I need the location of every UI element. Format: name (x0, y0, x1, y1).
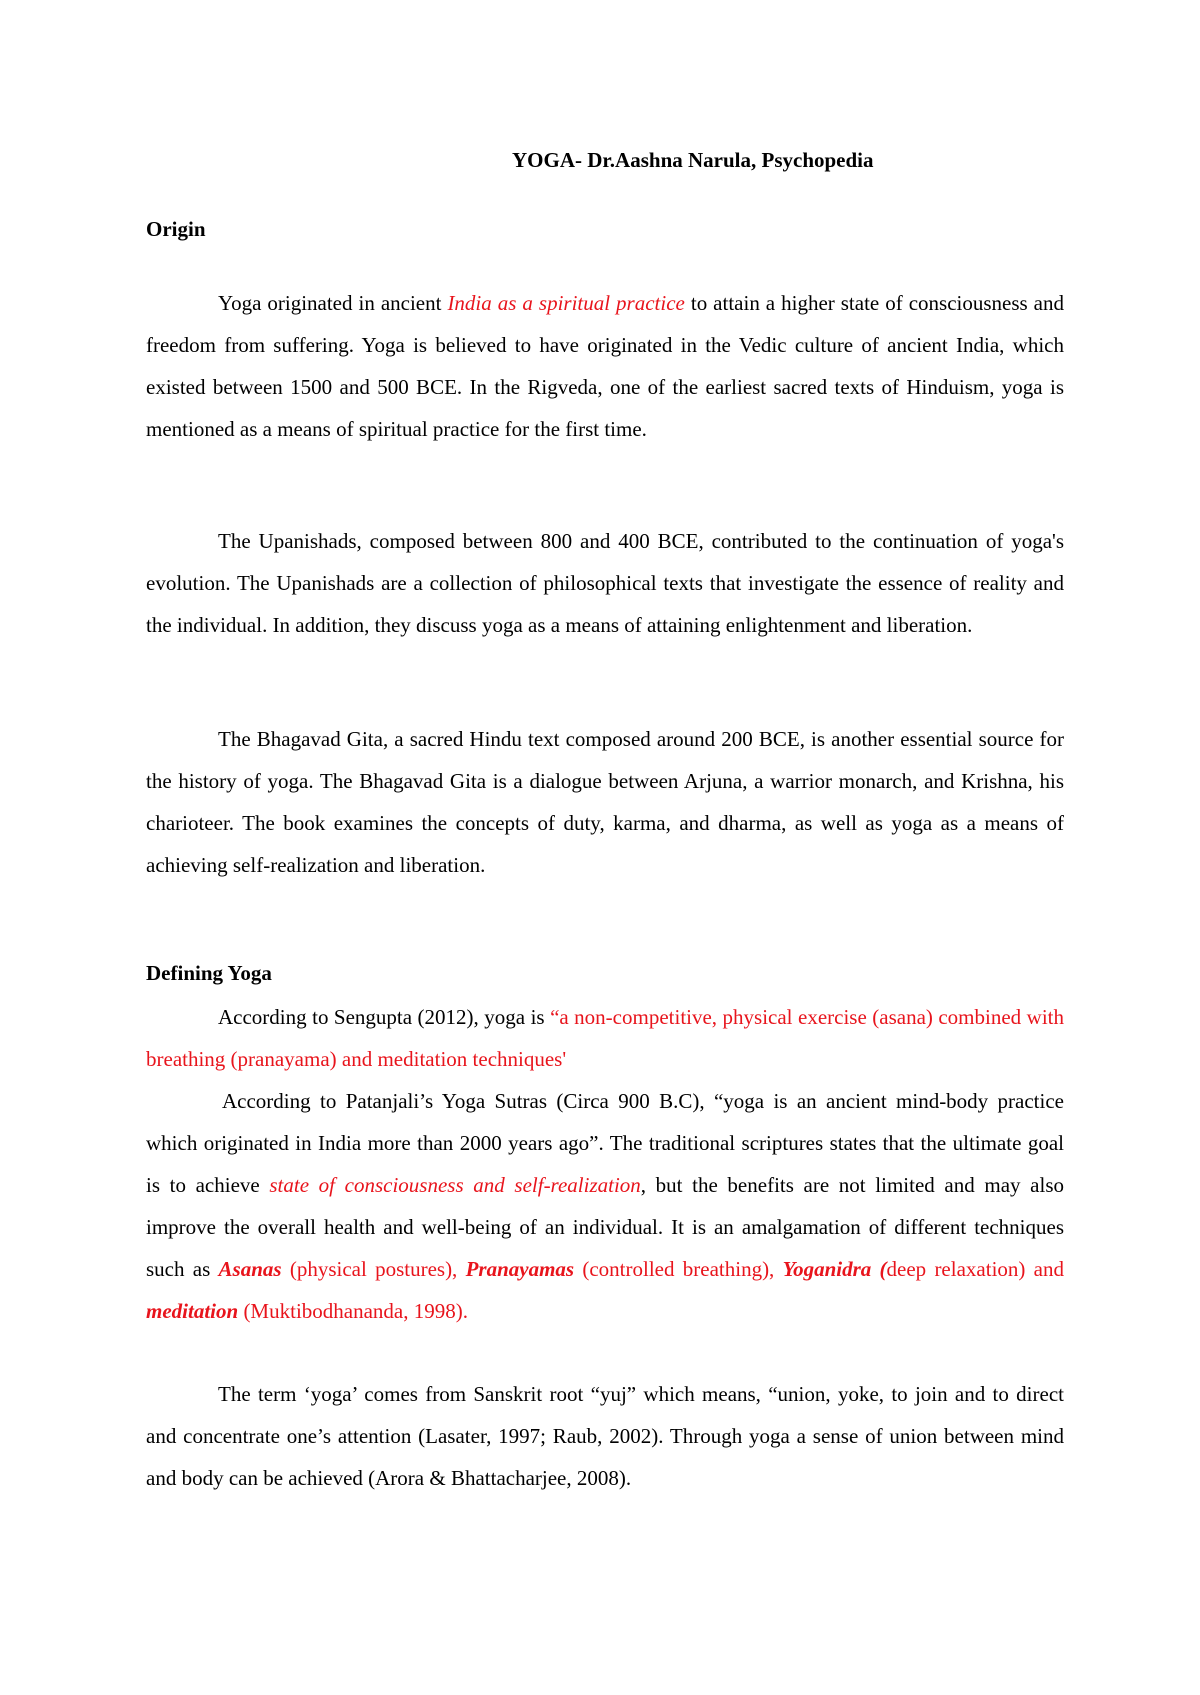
origin-paragraph-2 (146, 520, 1064, 646)
origin-paragraph-3 (146, 718, 1064, 886)
origin-paragraph-1 (146, 282, 1064, 450)
heading-defining-yoga: Defining Yoga (146, 961, 272, 985)
heading-origin: Origin (146, 217, 206, 241)
term-asanas: Asanas (218, 1257, 282, 1281)
highlight-text: India as a spiritual practice (447, 291, 685, 315)
text-run: The term ‘yoga’ comes from Sanskrit root “yuj” which means, “union, yoke, to join and to direct and concentrate one’s attention (Lasater, 1997; Raub, 2002). Through yoga a sense of union between mind and body can be achieved (Arora & Bhattacharjee, 2008). (146, 1382, 1064, 1490)
highlight-text: “a non-competitive, physical exercise (asana) combined with breathing (pranayama) and meditation techniques' (146, 1005, 1064, 1071)
text-run: According to Sengupta (2012), yoga is (218, 1005, 551, 1029)
text-run: to attain a higher state of consciousness and freedom from suffering. Yoga is believed to have originated in the Vedic culture of ancient India, which existed between 1500 and 500 BCE. In the Rigveda, one of the earliest sacred texts of Hinduism, yoga is mentioned as a means of spiritual practice for the first time. (146, 291, 1064, 441)
defining-paragraph-3 (146, 1373, 1064, 1499)
text-run: , but the benefits are not limited and may also improve the overall health and well-being of an individual. It is an amalgamation of different techniques such as (146, 1173, 1064, 1281)
text-run: (Muktibodhananda, 1998). (238, 1299, 468, 1323)
text-run: deep relaxation) and (886, 1257, 1064, 1281)
text-run: (controlled breathing), (574, 1257, 783, 1281)
text-run: The Bhagavad Gita, a sacred Hindu text composed around 200 BCE, is another essential source for the history of yoga. The Bhagavad Gita is a dialogue between Arjuna, a warrior monarch, and Krishna, his charioteer. The book examines the concepts of duty, karma, and dharma, as well as yoga as a means of achieving self-realization and liberation. (146, 727, 1064, 877)
highlight-text: state of consciousness and self-realization (269, 1173, 641, 1197)
text-run: (physical postures), (281, 1257, 466, 1281)
document-title: YOGA- Dr.Aashna Narula, Psychopedia (512, 148, 874, 172)
term-pranayamas: Pranayamas (465, 1257, 575, 1281)
text-run: The Upanishads, composed between 800 and 400 BCE, contributed to the continuation of yoga's evolution. The Upanishads are a collection of philosophical texts that investigate the essence of reality and the individual. In addition, they discuss yoga as a means of attaining enlightenment and liberation. (146, 529, 1064, 637)
text-run: According to Patanjali’s Yoga Sutras (Circa 900 B.C), “yoga is an ancient mind-body practice which originated in India more than 2000 years ago”. The traditional scriptures states that the ultimate goal is to achieve (146, 1089, 1064, 1197)
text-run: Yoga originated in ancient (218, 291, 448, 315)
term-meditation: meditation (146, 1299, 239, 1323)
text-run: ( (871, 1257, 887, 1281)
term-yoganidra: Yoganidra (782, 1257, 872, 1281)
defining-paragraph-2 (146, 1080, 1064, 1332)
defining-paragraph-1 (146, 996, 1064, 1080)
